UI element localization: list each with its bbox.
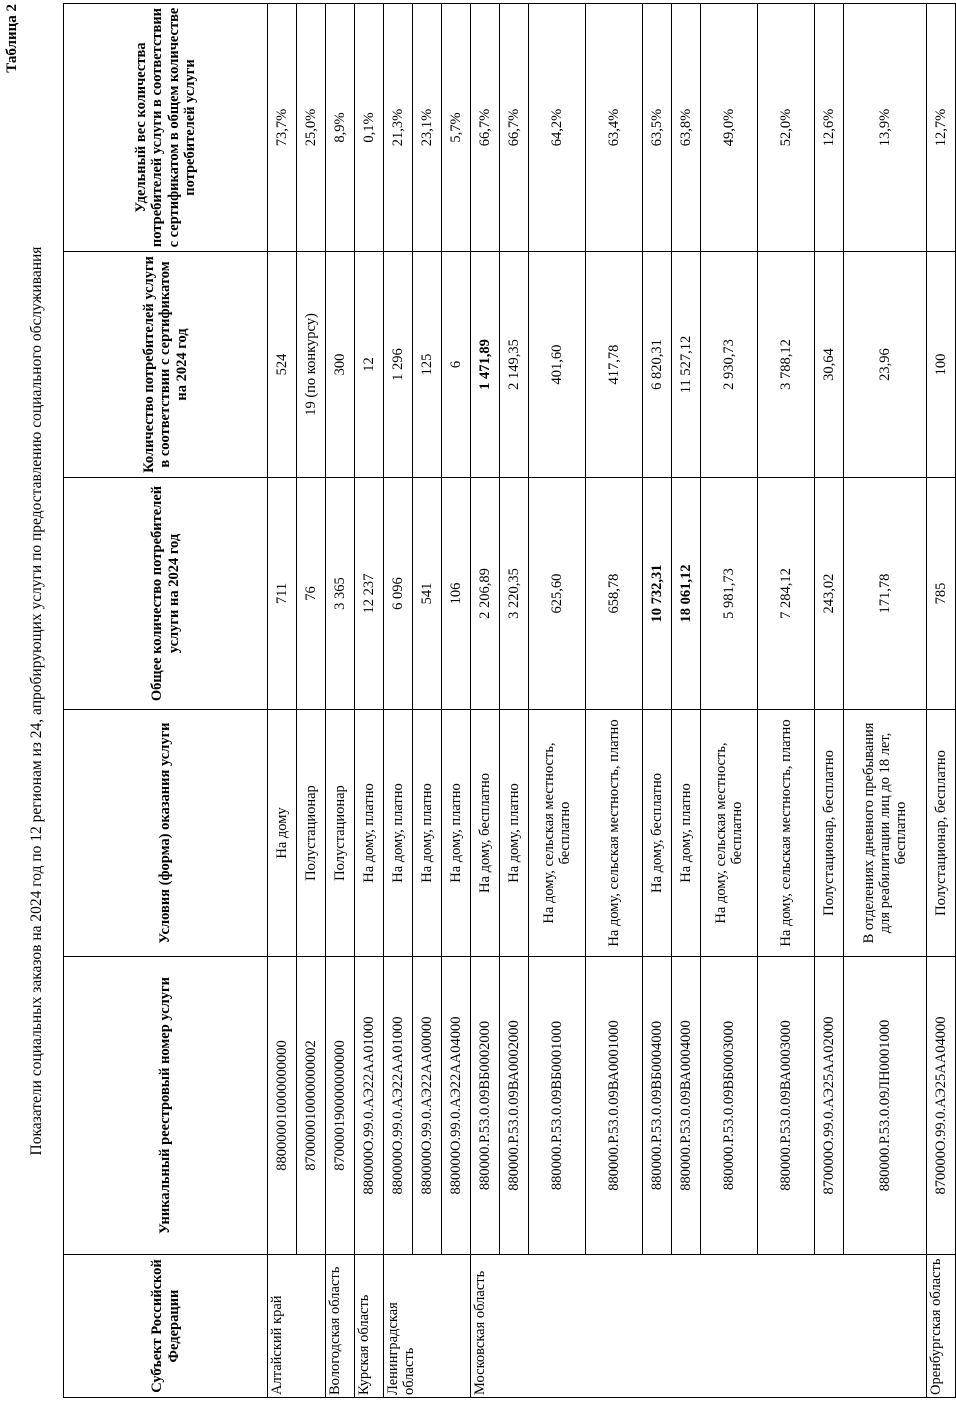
table-row xyxy=(297,4,326,1398)
code-cell: 870000190000000000 xyxy=(326,957,355,1255)
header-code: Уникальный реестровый номер услуги xyxy=(64,957,268,1255)
total-cell: 6 096 xyxy=(384,478,413,710)
total-cell: 3 365 xyxy=(326,478,355,710)
table-row xyxy=(326,4,355,1398)
share-cell: 12,7% xyxy=(927,4,956,252)
code-cell: 880000.Р.53.0.09ВБ0003000 xyxy=(701,957,758,1255)
cert-cell: 2 930,73 xyxy=(701,252,758,478)
code-cell: 880000.Р.53.0.09ВБ0001000 xyxy=(529,957,586,1255)
code-cell: 880000.Р.53.0.09ВА0003000 xyxy=(758,957,815,1255)
cert-cell: 125 xyxy=(413,252,442,478)
table-row xyxy=(672,4,701,1398)
code-cell: 880000.Р.53.0.09ВА0001000 xyxy=(586,957,643,1255)
total-cell: 10 732,31 xyxy=(643,478,672,710)
share-cell: 63,8% xyxy=(672,4,701,252)
total-cell: 3 220,35 xyxy=(500,478,529,710)
region-cell: Московская область xyxy=(471,1255,927,1398)
total-cell: 18 061,12 xyxy=(672,478,701,710)
conditions-cell: На дому, сельская местность, бесплатно xyxy=(529,710,586,957)
table-row xyxy=(844,4,927,1398)
share-cell: 23,1% xyxy=(413,4,442,252)
conditions-cell: В отделениях дневного пребывания для реабилитации лиц до 18 лет, бесплатно xyxy=(844,710,927,957)
code-cell: 880000.Р.53.0.09ВБ0004000 xyxy=(643,957,672,1255)
table-row xyxy=(815,4,844,1398)
total-cell: 243,02 xyxy=(815,478,844,710)
code-cell: 880000О.99.0.АЭ22АА01000 xyxy=(384,957,413,1255)
region-cell: Вологодская область xyxy=(326,1255,355,1398)
table-row xyxy=(471,4,500,1398)
total-cell: 541 xyxy=(413,478,442,710)
code-cell: 880000О.99.0.АЭ22АА00000 xyxy=(413,957,442,1255)
cert-cell: 30,64 xyxy=(815,252,844,478)
total-cell: 2 206,89 xyxy=(471,478,500,710)
region-cell: Ленинградская область xyxy=(384,1255,471,1398)
share-cell: 5,7% xyxy=(442,4,471,252)
conditions-cell: Полустационар, бесплатно xyxy=(815,710,844,957)
social-orders-table xyxy=(63,3,956,1398)
share-cell: 63,4% xyxy=(586,4,643,252)
table-row xyxy=(701,4,758,1398)
share-cell: 21,3% xyxy=(384,4,413,252)
total-cell: 785 xyxy=(927,478,956,710)
region-cell: Оренбургская область xyxy=(927,1255,956,1398)
code-cell: 880000.Р.53.0.09ВА0004000 xyxy=(672,957,701,1255)
table-row xyxy=(586,4,643,1398)
code-cell: 870000010000000002 xyxy=(297,957,326,1255)
cert-cell: 1 471,89 xyxy=(471,252,500,478)
cert-cell: 300 xyxy=(326,252,355,478)
table-row xyxy=(758,4,815,1398)
conditions-cell: Полустационар xyxy=(326,710,355,957)
table-row xyxy=(643,4,672,1398)
code-cell: 880000.Р.53.0.09ВБ0002000 xyxy=(471,957,500,1255)
cert-cell: 11 527,12 xyxy=(672,252,701,478)
code-cell: 880000010000000000 xyxy=(268,957,297,1255)
total-cell: 76 xyxy=(297,478,326,710)
table-label: Таблица 2 xyxy=(4,4,20,73)
total-cell: 106 xyxy=(442,478,471,710)
share-cell: 63,5% xyxy=(643,4,672,252)
share-cell: 66,7% xyxy=(471,4,500,252)
cert-cell: 23,96 xyxy=(844,252,927,478)
table-caption: Показатели социальных заказов на 2024 год по 12 регионам из 24, апробирующих услуги по предоставлению социального обслуживания xyxy=(28,246,45,1156)
share-cell: 13,9% xyxy=(844,4,927,252)
code-cell: 880000О.99.0.АЭ22АА01000 xyxy=(355,957,384,1255)
cert-cell: 1 296 xyxy=(384,252,413,478)
conditions-cell: На дому, платно xyxy=(355,710,384,957)
share-cell: 66,7% xyxy=(500,4,529,252)
cert-cell: 401,60 xyxy=(529,252,586,478)
share-cell: 49,0% xyxy=(701,4,758,252)
conditions-cell: На дому, платно xyxy=(672,710,701,957)
table-row xyxy=(268,4,297,1398)
table-row xyxy=(927,4,956,1398)
cert-cell: 6 xyxy=(442,252,471,478)
table-row xyxy=(529,4,586,1398)
share-cell: 25,0% xyxy=(297,4,326,252)
conditions-cell: На дому, сельская местность, платно xyxy=(758,710,815,957)
conditions-cell: Полустационар xyxy=(297,710,326,957)
region-cell: Алтайский край xyxy=(268,1255,326,1398)
share-cell: 73,7% xyxy=(268,4,297,252)
conditions-cell: На дому, платно xyxy=(442,710,471,957)
share-cell: 0,1% xyxy=(355,4,384,252)
conditions-cell: На дому, сельская местность, платно xyxy=(586,710,643,957)
header-conditions: Условия (форма) оказания услуги xyxy=(64,710,268,957)
total-cell: 12 237 xyxy=(355,478,384,710)
region-cell: Курская область xyxy=(355,1255,384,1398)
conditions-cell: На дому, платно xyxy=(500,710,529,957)
total-cell: 171,78 xyxy=(844,478,927,710)
cert-cell: 100 xyxy=(927,252,956,478)
table-header-row xyxy=(64,4,268,1398)
total-cell: 7 284,12 xyxy=(758,478,815,710)
table-row xyxy=(413,4,442,1398)
conditions-cell: На дому, сельская местность, бесплатно xyxy=(701,710,758,957)
cert-cell: 417,78 xyxy=(586,252,643,478)
conditions-cell: Полустационар, бесплатно xyxy=(927,710,956,957)
cert-cell: 524 xyxy=(268,252,297,478)
share-cell: 64,2% xyxy=(529,4,586,252)
conditions-cell: На дому, платно xyxy=(384,710,413,957)
conditions-cell: На дому xyxy=(268,710,297,957)
cert-cell: 2 149,35 xyxy=(500,252,529,478)
total-cell: 658,78 xyxy=(586,478,643,710)
cert-cell: 19 (по конкурсу) xyxy=(297,252,326,478)
conditions-cell: На дому, бесплатно xyxy=(471,710,500,957)
code-cell: 870000О.99.0.АЭ25АА04000 xyxy=(927,957,956,1255)
conditions-cell: На дому, платно xyxy=(413,710,442,957)
header-cert: Количество потребителей услуги в соответствии с сертификатом на 2024 год xyxy=(64,252,268,478)
header-share: Удельный вес количества потребителей услуги в соответствии с сертификатом в общем количестве потребителей услуги xyxy=(64,4,268,252)
code-cell: 880000.Р.53.0.09ВА0002000 xyxy=(500,957,529,1255)
code-cell: 880000О.99.0.АЭ22АА04000 xyxy=(442,957,471,1255)
code-cell: 880000.Р.53.0.09ЛН0001000 xyxy=(844,957,927,1255)
table-row xyxy=(384,4,413,1398)
cert-cell: 3 788,12 xyxy=(758,252,815,478)
code-cell: 870000О.99.0.АЭ25АА02000 xyxy=(815,957,844,1255)
table-row xyxy=(355,4,384,1398)
conditions-cell: На дому, бесплатно xyxy=(643,710,672,957)
header-region: Субъект Российской Федерации xyxy=(64,1255,268,1398)
table-row xyxy=(442,4,471,1398)
header-total: Общее количество потребителей услуги на 2024 год xyxy=(64,478,268,710)
cert-cell: 12 xyxy=(355,252,384,478)
total-cell: 5 981,73 xyxy=(701,478,758,710)
table-row xyxy=(500,4,529,1398)
cert-cell: 6 820,31 xyxy=(643,252,672,478)
total-cell: 625,60 xyxy=(529,478,586,710)
total-cell: 711 xyxy=(268,478,297,710)
share-cell: 8,9% xyxy=(326,4,355,252)
share-cell: 52,0% xyxy=(758,4,815,252)
share-cell: 12,6% xyxy=(815,4,844,252)
